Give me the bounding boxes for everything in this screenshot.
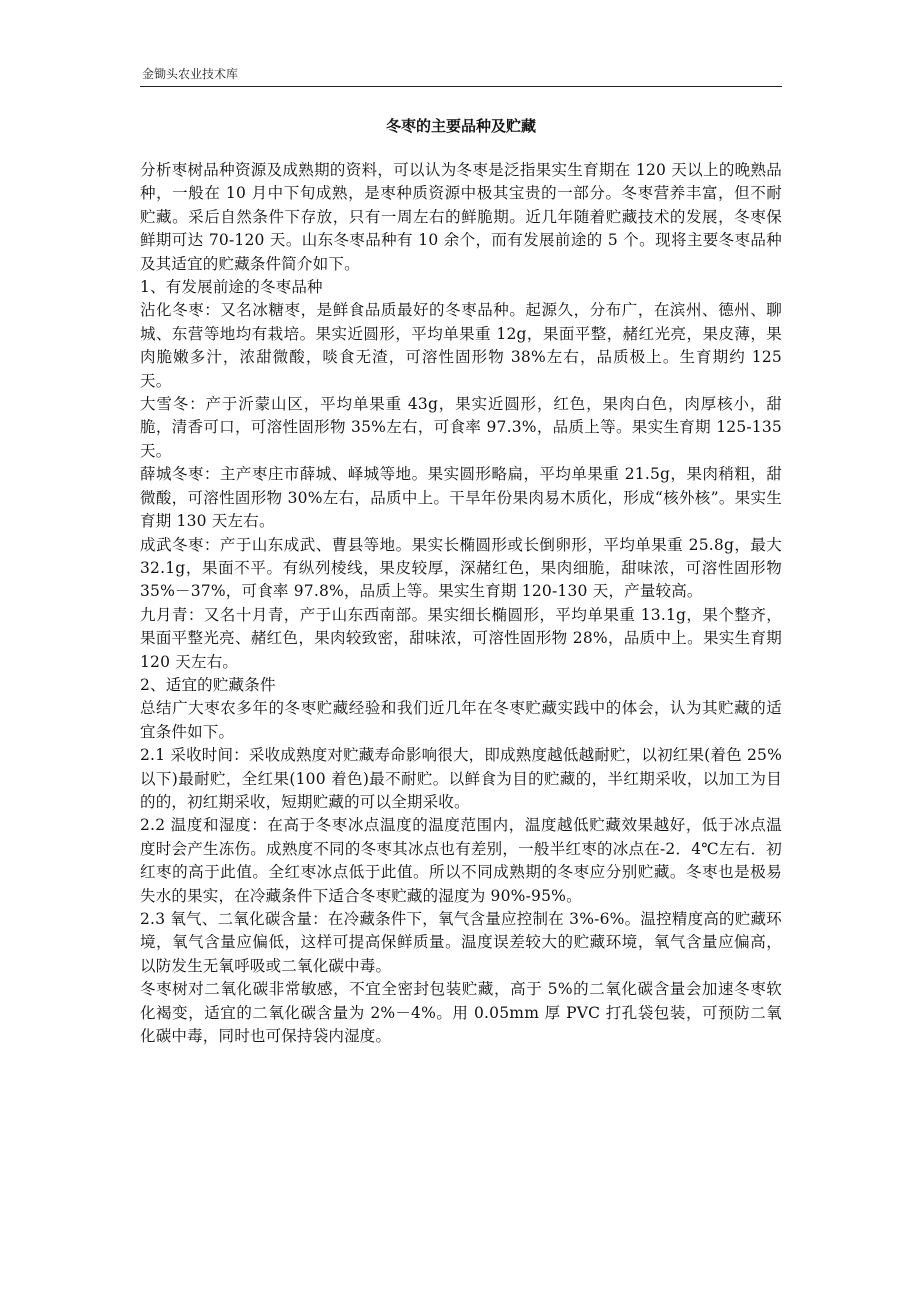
paragraph: 冬枣树对二氧化碳非常敏感，不宜全密封包装贮藏，高于 5%的二氧化碳含量会加速冬枣软化褐变，适宜的二氧化碳含量为 2%－4%。用 0.05mm 厚 PVC 打孔袋包装，可预防二氧化碳中毒，同时也可保持袋内湿度。 [140, 980, 782, 1046]
library-name: 金锄头农业技术库 [142, 67, 239, 81]
document-body [140, 159, 782, 1048]
paragraph: 九月青：又名十月青，产于山东西南部。果实细长椭圆形，平均单果重 13.1g，果个整齐，果面平整光亮、赭红色，果肉较致密，甜味浓，可溶性固形物 28%，品质中上。果实生育期 120 天左右。 [140, 605, 782, 671]
paragraph: 2.3 氧气、二氧化碳含量：在冷藏条件下，氧气含量应控制在 3%-6%。温控精度高的贮藏环境，氧气含量应偏低，这样可提高保鲜质量。温度误差较大的贮藏环境，氧气含量应偏高，以防发生无氧呼吸或二氧化碳中毒。 [140, 910, 782, 975]
paragraph: 沾化冬枣：又名冰糖枣，是鲜食品质最好的冬枣品种。起源久，分布广，在滨州、德州、聊城、东营等地均有栽培。果实近圆形，平均单果重 12g，果面平整，赭红光亮，果皮薄，果肉脆嫩多汁，浓甜微酸，啖食无渣，可溶性固形物 38%左右，品质极上。生育期约 125 天。 [140, 301, 782, 390]
section-heading: 1、有发展前途的冬枣品种 [140, 278, 323, 297]
paragraph: 薛城冬枣：主产枣庄市薛城、峄城等地。果实圆形略扁，平均单果重 21.5g，果肉稍粗，甜微酸，可溶性固形物 30%左右，品质中上。干旱年份果肉易木质化，形成“核外核”。果实生育期 130 天左右。 [140, 465, 782, 531]
paragraph: 分析枣树品种资源及成熟期的资料，可以认为冬枣是泛指果实生育期在 120 天以上的晚熟品种，一般在 10 月中下旬成熟，是枣种质资源中极其宝贵的一部分。冬枣营养丰富，但不耐贮藏。采后自然条件下存放，只有一周左右的鲜脆期。近几年随着贮藏技术的发展，冬枣保鲜期可达 70-120 天。山东冬枣品种有 10 余个，而有发展前途的 5 个。现将主要冬枣品种及其适宜的贮藏条件简介如下。 [140, 161, 782, 273]
paragraph: 大雪冬：产于沂蒙山区，平均单果重 43g，果实近圆形，红色，果肉白色，肉厚核小，甜脆，清香可口，可溶性固形物 35%左右，可食率 97.3%，品质上等。果实生育期 125-135 天。 [140, 395, 782, 460]
paragraph: 2.2 温度和湿度：在高于冬枣冰点温度的温度范围内，温度越低贮藏效果越好，低于冰点温度时会产生冻伤。成熟度不同的冬枣其冰点也有差别，一般半红枣的冰点在-2．4℃左右．初红枣的高于此值。全红枣冰点低于此值。所以不同成熟期的冬枣应分别贮藏。冬枣也是极易失水的果实，在冷藏条件下适合冬枣贮藏的湿度为 90%-95%。 [140, 816, 782, 905]
paragraph: 成武冬枣：产于山东成武、曹县等地。果实长椭圆形或长倒卵形，平均单果重 25.8g，最大 32.1g，果面不平。有纵列棱线，果皮较厚，深赭红色，果肉细脆，甜味浓，可溶性固形物 35%－37%，可食率 97.8%，品质上等。果实生育期 120-130 天，产量较高。 [140, 535, 782, 601]
section-heading: 2、适宜的贮藏条件 [140, 675, 276, 694]
document-title: 冬枣的主要品种及贮藏 [385, 117, 536, 135]
page-header [140, 64, 782, 87]
paragraph: 总结广大枣农多年的冬枣贮藏经验和我们近几年在冬枣贮藏实践中的体会，认为其贮藏的适宜条件如下。 [140, 699, 782, 741]
paragraph: 2.1 采收时间：采收成熟度对贮藏寿命影响很大，即成熟度越低越耐贮，以初红果(着色 25%以下)最耐贮，全红果(100 着色)最不耐贮。以鲜食为目的贮藏的，半红期采收，以加工为目的的，初红期采收，短期贮藏的可以全期采收。 [140, 746, 783, 811]
